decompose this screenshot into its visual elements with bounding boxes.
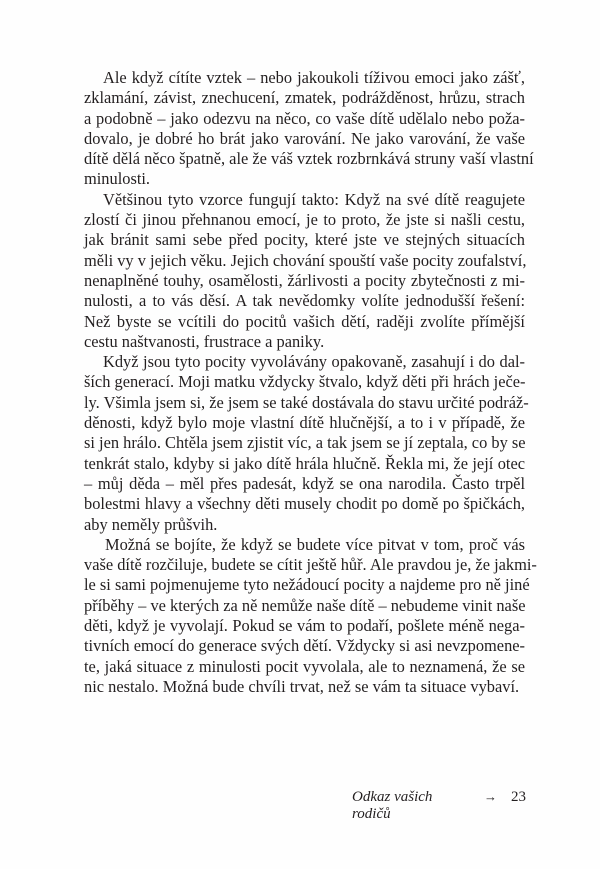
paragraph	[84, 68, 534, 190]
text-line: Většinou tyto vzorce fungují takto: Když na své dítě reagujete	[103, 189, 525, 209]
text-line: Když jsou tyto pocity vyvolávány opakovaně, zasahují i do dal-	[103, 352, 525, 372]
text-line: jak bránit sami sebe před pocity, které jste ve stejných situacích	[84, 230, 525, 250]
text-line: děnosti, když bylo moje vlastní dítě hlučnější, a to i v případě, že	[84, 413, 525, 433]
text-line: zklamání, závist, znechucení, zmatek, podrážděnost, hrůzu, strach	[84, 88, 525, 108]
text-line: a podobně – jako odezvu na něco, co vaše dítě udělalo nebo poža-	[84, 108, 525, 128]
text-line: tivních emocí do generace svých dětí. Vždycky si asi nevzpomene-	[84, 636, 525, 656]
paragraph	[84, 534, 537, 697]
text-line: minulosti.	[84, 169, 151, 189]
text-line: nic nestalo. Možná bude chvíli trvat, než se vám ta situace vybaví.	[84, 676, 520, 696]
text-line: bolestmi hlavy a všechny děti musely chodit po domě po špičkách,	[84, 494, 525, 514]
page-number: 23	[511, 789, 526, 805]
text-line: vaše dítě rozčiluje, budete se cítit ještě hůř. Ale pravdou je, že jakmi-	[84, 555, 537, 575]
text-line: le si sami pojmenujeme tyto nežádoucí pocity a najdeme pro ně jiné	[84, 575, 530, 595]
text-line: nulosti, a to vás děsí. A tak nevědomky volíte jednodušší řešení:	[84, 291, 525, 311]
text-line: Možná se bojíte, že když se budete více pitvat v tom, proč vás	[105, 534, 525, 554]
text-line: zlostí či jinou přehnanou emocí, je to proto, že jste si našli cestu,	[84, 210, 525, 230]
paragraph	[84, 190, 525, 352]
text-line: měli vy v jejich věku. Jejich chování spouští vaše pocity zoufalství,	[84, 250, 527, 270]
text-line: Než byste se vcítili do pocitů vašich dětí, raději zvolíte přímější	[84, 311, 525, 331]
text-line: tenkrát stalo, kdyby si jako dítě hrála hlučně. Řekla mi, že její otec	[84, 453, 525, 473]
text-line: Ale když cítíte vztek – nebo jakoukoli tíživou emoci jako zášť,	[103, 68, 525, 87]
text-line: cestu naštvanosti, frustrace a paniky.	[84, 331, 325, 351]
text-line: te, jaká situace z minulosti pocit vyvolala, ale to neznamená, že se	[84, 656, 525, 676]
text-line: aby neměly průšvih.	[84, 514, 218, 534]
body-text	[84, 68, 537, 697]
text-line: ších generací. Moji matku vždycky štvalo, když děti při hrách ječe-	[84, 372, 526, 392]
text-line: dovalo, je dobré ho brát jako varování. Ne jako varování, že vaše	[84, 128, 525, 148]
paragraph	[84, 352, 529, 535]
text-line: si jen hrálo. Chtěla jsem zjistit víc, a tak jsem se jí zeptala, co by se	[84, 433, 526, 453]
text-line: – můj děda – měl přes padesát, když se ona narodila. Často trpěl	[84, 473, 525, 493]
text-line: dítě dělá něco špatně, ale že váš vztek rozbrnkává struny vaší vlastní	[84, 149, 534, 169]
text-line: příběhy – ve kterých za ně nemůže naše dítě – nebudeme vinit naše	[84, 595, 526, 615]
text-line: ly. Všimla jsem si, že jsem se také dostávala do stavu určité podráž-	[84, 392, 529, 412]
text-line: nenaplněné touhy, osamělosti, žárlivosti a pocity zbytečnosti z mi-	[84, 270, 525, 290]
page-footer	[352, 789, 526, 823]
text-line: děti, když je vyvolají. Pokud se vám to podaří, pošlete méně nega-	[84, 616, 525, 636]
arrow-right-icon: →	[484, 789, 497, 804]
running-title: Odkaz vašich rodičů	[352, 789, 433, 822]
